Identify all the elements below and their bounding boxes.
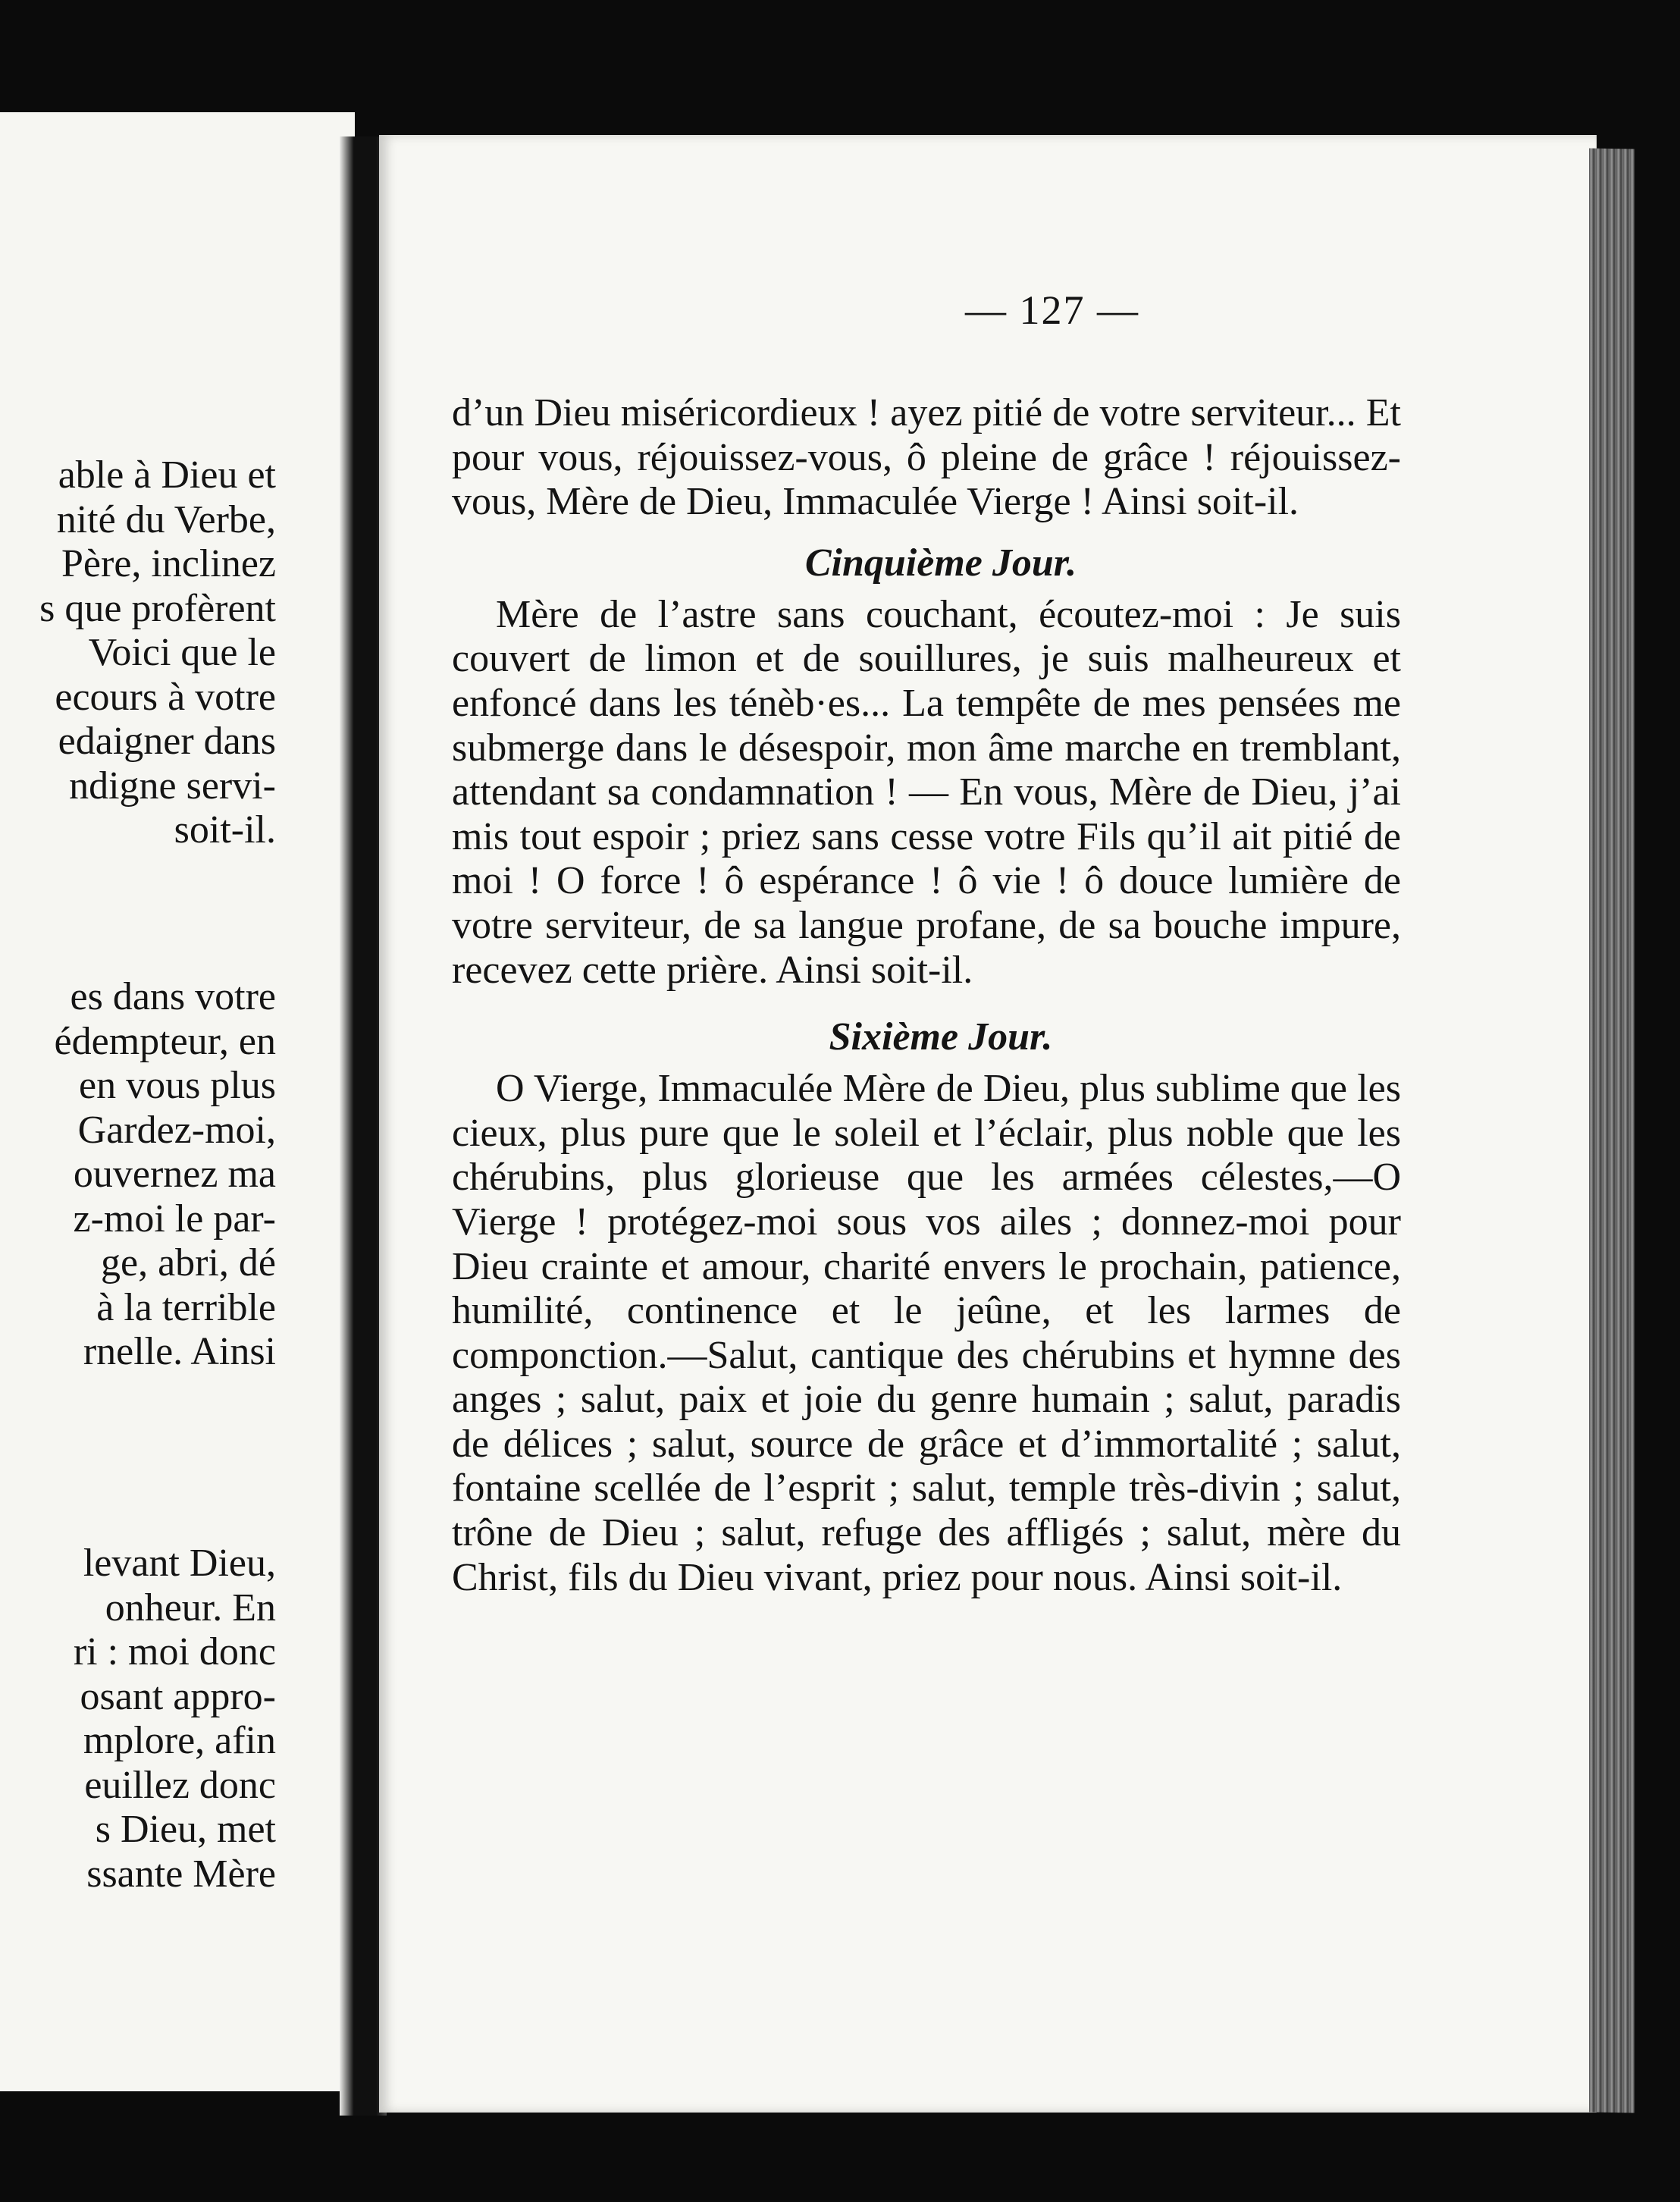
right-page: [379, 135, 1597, 2113]
fifth-day-paragraph: Mère de l’astre sans couchant, écoutez-moi : Je suis couvert de limon et de souillures, je suis malheureux et enfoncé dans les ténèb·es... La tempête de mes pensées me submerge dans le désespoir, mon âme marche en tremblant, attendant sa condamnation ! — En vous, Mère de Dieu, j’ai mis tout espoir ; priez sans cesse votre Fils qu’il ait pitié de moi ! O force ! ô espérance ! ô vie ! ô douce lumière de votre serviteur, de sa langue profane, de sa bouche impure, recevez cette prière. Ainsi soit-il.: [452, 592, 1401, 992]
book-fore-edge: [1589, 148, 1635, 2113]
section-heading-tail: Jour.: [968, 1015, 1053, 1059]
left-page-text-fragment: es dans votre édempteur, en en vous plus Gardez-moi, ouvernez ma z-moi le par- ge, abri, dé à la terrible rnelle. Ainsi: [54, 975, 276, 1373]
left-page-text-fragment: levant Dieu, onheur. En ri : moi donc osant appro- mplore, afin euillez donc s Dieu, met ssante Mère: [73, 1542, 276, 1896]
left-page: [0, 112, 355, 2091]
page-number: — 127 —: [965, 287, 1139, 333]
text-column: [452, 391, 1401, 1600]
section-heading-word: Sixième: [829, 1015, 959, 1059]
sixth-day-paragraph: O Vierge, Immaculée Mère de Dieu, plus sublime que les cieux, plus pure que le soleil et l’éclair, plus noble que les chérubins, plus glorieuse que les armées célestes,—O Vierge ! protégez-moi sous vos ailes ; donnez-moi pour Dieu crainte et amour, charité envers le prochain, patience, humilité, continence et le jeûne, et les larmes de componction.—Salut, cantique des chérubins et hymne des anges ; salut, paix et joie du genre humain ; salut, paradis de délices ; salut, source de grâce et d’immortalité ; salut, fontaine scellée de l’esprit ; salut, temple très-divin ; salut, trône de Dieu ; salut, refuge des affligés ; salut, mère du Christ, fils du Dieu vivant, priez pour nous. Ainsi soit-il.: [452, 1067, 1401, 1599]
section-heading-tail: Jour.: [992, 541, 1077, 585]
left-page-text-fragment: able à Dieu et nité du Verbe, Père, inclinez s que profèrent Voici que le ecours à votre edaigner dans ndigne servi- soit-il.: [39, 453, 276, 852]
section-heading-sixth-day: [452, 1015, 1401, 1059]
section-heading-fifth-day: [452, 541, 1401, 585]
opening-paragraph: d’un Dieu miséricordieux ! ayez pitié de votre serviteur... Et pour vous, réjouissez-vous, ô pleine de grâce ! réjouissez-vous, Mère de Dieu, Immaculée Vierge ! Ainsi soit-il.: [452, 391, 1401, 524]
section-heading-word: Cinquième: [804, 541, 983, 585]
